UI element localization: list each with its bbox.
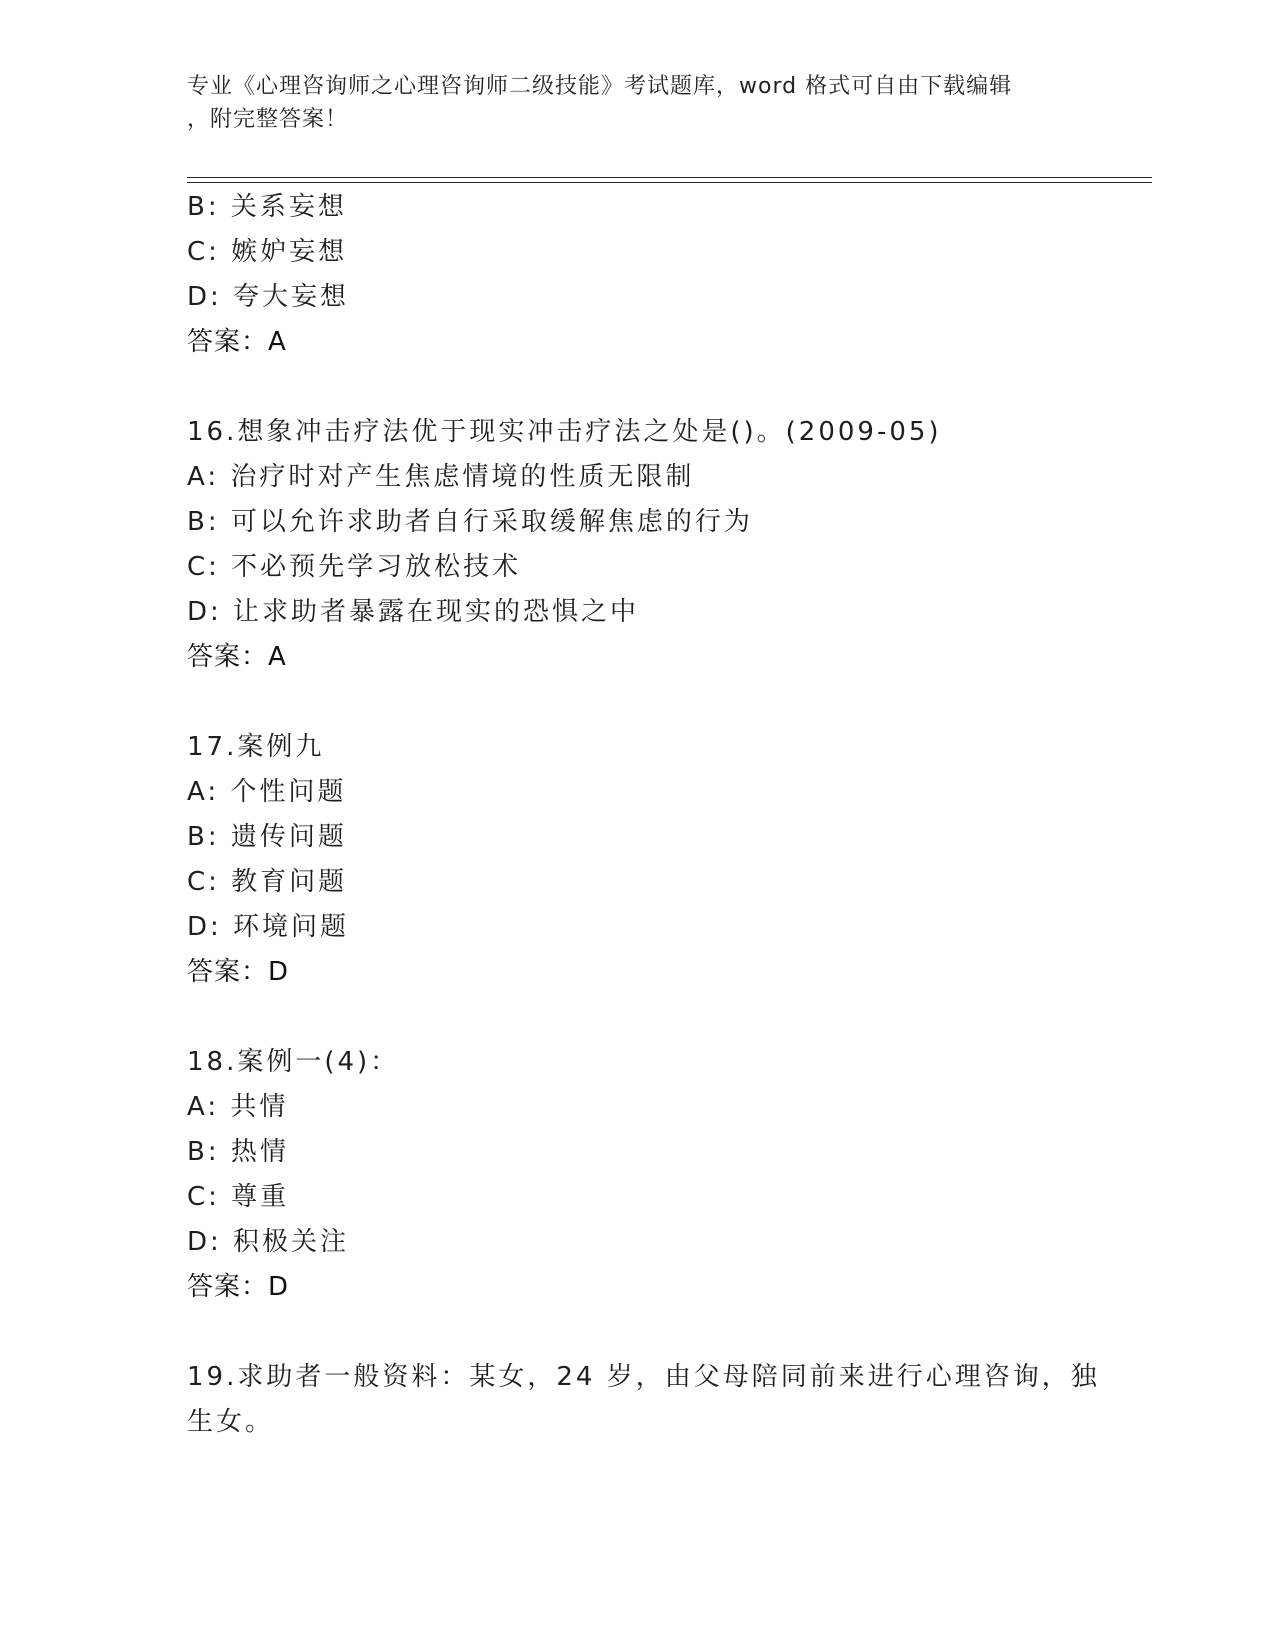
q18-question: 18.案例一(4)： — [187, 1047, 400, 1077]
q15-answer: 答案：A — [187, 327, 287, 357]
q16-option-d: D: 让求助者暴露在现实的恐惧之中 — [187, 597, 640, 627]
q16-option-b: B: 可以允许求助者自行采取缓解焦虑的行为 — [187, 507, 753, 537]
header-line-1: 专业《心理咨询师之心理咨询师二级技能》考试题库，word 格式可自由下载编辑 — [187, 74, 1013, 99]
document-header — [187, 70, 1087, 136]
header-divider-top — [187, 177, 1152, 178]
q17-question: 17.案例九 — [187, 732, 325, 762]
q15-option-d: D: 夸大妄想 — [187, 282, 350, 312]
q18-option-c: C: 尊重 — [187, 1182, 290, 1212]
header-divider-bottom — [187, 182, 1152, 183]
q18-option-a: A: 共情 — [187, 1092, 289, 1122]
q15-option-b: B: 关系妄想 — [187, 192, 347, 222]
q16-option-c: C: 不必预先学习放松技术 — [187, 552, 522, 582]
q17-option-a: A: 个性问题 — [187, 777, 347, 807]
q17-answer: 答案：D — [187, 957, 290, 987]
q19-question-line-2: 生女。 — [187, 1407, 275, 1437]
q18-option-b: B: 热情 — [187, 1137, 289, 1167]
q16-question: 16.想象冲击疗法优于现实冲击疗法之处是()。(2009-05) — [187, 417, 942, 447]
q18-answer: 答案：D — [187, 1272, 290, 1302]
q19-question-line-1: 19.求助者一般资料：某女，24 岁，由父母陪同前来进行心理咨询，独 — [187, 1362, 1100, 1392]
q15-option-c: C: 嫉妒妄想 — [187, 237, 348, 267]
q16-option-a: A: 治疗时对产生焦虑情境的性质无限制 — [187, 462, 695, 492]
q18-option-d: D: 积极关注 — [187, 1227, 350, 1257]
q16-answer: 答案：A — [187, 642, 287, 672]
header-line-2: ，附完整答案！ — [187, 107, 349, 132]
q17-option-b: B: 遗传问题 — [187, 822, 347, 852]
q17-option-d: D: 环境问题 — [187, 912, 350, 942]
q17-option-c: C: 教育问题 — [187, 867, 348, 897]
